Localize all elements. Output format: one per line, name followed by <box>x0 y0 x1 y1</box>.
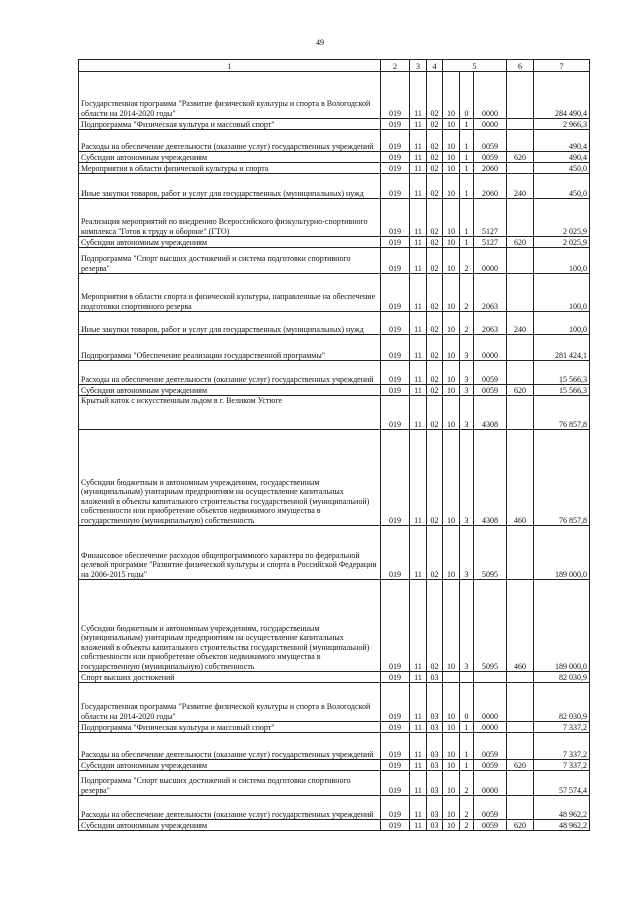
cell-amount: 490,4 <box>534 152 590 163</box>
cell-razdel: 11 <box>410 526 427 580</box>
row-name: Субсидии автономным учреждениям <box>79 820 381 831</box>
cell-csr-program: 10 <box>443 152 460 163</box>
cell-csr-program: 10 <box>443 683 460 722</box>
cell-csr-subprogram: 1 <box>460 163 474 174</box>
cell-csr-program: 10 <box>443 248 460 274</box>
cell-csr-direction: 0000 <box>474 119 507 130</box>
cell-podrazdel: 02 <box>427 526 443 580</box>
cell-csr-direction: 0059 <box>474 796 507 820</box>
cell-razdel: 11 <box>410 722 427 733</box>
row-name: Иные закупки товаров, работ и услуг для государственных (муниципальных) нужд <box>79 312 381 335</box>
cell-csr-subprogram: 3 <box>460 385 474 396</box>
table-row <box>79 430 590 526</box>
cell-grbs: 019 <box>381 274 410 312</box>
cell-razdel: 11 <box>410 163 427 174</box>
row-name: Реализация мероприятий по внедрению Всероссийского физкультурно-спортивного комплекса "Готов к труду и обороне" (ГТО) <box>79 199 381 237</box>
cell-podrazdel: 03 <box>427 760 443 771</box>
row-name: Государственная программа "Развитие физической культуры и спорта в Вологодской области на 2014-2020 годы" <box>79 72 381 119</box>
cell-amount: 490,4 <box>534 130 590 152</box>
row-name: Мероприятия в области спорта и физической культуры, направленные на обеспечение подготовки спортивного резерва <box>79 274 381 312</box>
cell-podrazdel: 02 <box>427 335 443 361</box>
cell-podrazdel: 02 <box>427 248 443 274</box>
table-row <box>79 580 590 672</box>
cell-podrazdel: 03 <box>427 796 443 820</box>
cell-amount: 100,0 <box>534 312 590 335</box>
cell-razdel: 11 <box>410 796 427 820</box>
col-header-2: 2 <box>381 60 410 72</box>
cell-csr-program <box>443 672 460 683</box>
cell-podrazdel: 02 <box>427 385 443 396</box>
cell-csr-program: 10 <box>443 237 460 248</box>
cell-vr <box>507 771 534 796</box>
cell-vr <box>507 733 534 760</box>
row-name: Подпрограмма "Физическая культура и массовый спорт" <box>79 722 381 733</box>
cell-amount: 2 966,3 <box>534 119 590 130</box>
col-header-3: 3 <box>410 60 427 72</box>
cell-razdel: 11 <box>410 385 427 396</box>
cell-grbs: 019 <box>381 760 410 771</box>
col-header-6: 6 <box>507 60 534 72</box>
cell-podrazdel: 02 <box>427 130 443 152</box>
row-name: Спорт высших достижений <box>79 672 381 683</box>
cell-razdel: 11 <box>410 771 427 796</box>
row-name: Подпрограмма "Обеспечение реализации государственной программы" <box>79 335 381 361</box>
cell-csr-direction: 0059 <box>474 361 507 385</box>
cell-vr <box>507 722 534 733</box>
cell-razdel: 11 <box>410 274 427 312</box>
cell-podrazdel: 02 <box>427 396 443 430</box>
cell-vr <box>507 72 534 119</box>
row-name: Расходы на обеспечение деятельности (оказание услуг) государственных учреждений <box>79 130 381 152</box>
cell-podrazdel: 02 <box>427 430 443 526</box>
table-row <box>79 771 590 796</box>
cell-grbs: 019 <box>381 72 410 119</box>
cell-amount: 48 962,2 <box>534 796 590 820</box>
table-row <box>79 526 590 580</box>
cell-grbs: 019 <box>381 672 410 683</box>
table-row <box>79 820 590 831</box>
cell-csr-subprogram: 1 <box>460 760 474 771</box>
cell-csr-subprogram: 1 <box>460 152 474 163</box>
cell-razdel: 11 <box>410 430 427 526</box>
row-name: Подпрограмма "Физическая культура и массовый спорт" <box>79 119 381 130</box>
cell-grbs: 019 <box>381 733 410 760</box>
cell-grbs: 019 <box>381 526 410 580</box>
cell-csr-subprogram: 1 <box>460 237 474 248</box>
row-name: Подпрограмма "Спорт высших достижений и система подготовки спортивного резерва" <box>79 248 381 274</box>
cell-amount: 7 337,2 <box>534 722 590 733</box>
cell-csr-direction: 0000 <box>474 771 507 796</box>
cell-csr-subprogram: 2 <box>460 312 474 335</box>
cell-amount: 15 566,3 <box>534 385 590 396</box>
cell-grbs: 019 <box>381 580 410 672</box>
cell-grbs: 019 <box>381 683 410 722</box>
table-row <box>79 335 590 361</box>
col-header-7: 7 <box>534 60 590 72</box>
cell-razdel: 11 <box>410 199 427 237</box>
cell-podrazdel: 02 <box>427 580 443 672</box>
cell-csr-program: 10 <box>443 396 460 430</box>
table-row <box>79 163 590 174</box>
cell-razdel: 11 <box>410 335 427 361</box>
table-row <box>79 396 590 430</box>
table-row <box>79 683 590 722</box>
cell-amount: 100,0 <box>534 274 590 312</box>
budget-table <box>78 59 590 831</box>
cell-podrazdel: 03 <box>427 683 443 722</box>
cell-csr-subprogram: 3 <box>460 361 474 385</box>
cell-podrazdel: 03 <box>427 733 443 760</box>
table-row <box>79 733 590 760</box>
cell-csr-direction: 0000 <box>474 248 507 274</box>
cell-vr: 620 <box>507 820 534 831</box>
cell-podrazdel: 02 <box>427 274 443 312</box>
table-row <box>79 672 590 683</box>
cell-podrazdel: 02 <box>427 174 443 199</box>
cell-amount: 100,0 <box>534 248 590 274</box>
cell-csr-program: 10 <box>443 760 460 771</box>
cell-csr-program: 10 <box>443 72 460 119</box>
row-name: Расходы на обеспечение деятельности (оказание услуг) государственных учреждений <box>79 361 381 385</box>
table-row <box>79 199 590 237</box>
table-row <box>79 385 590 396</box>
table-row <box>79 72 590 119</box>
cell-csr-direction <box>474 672 507 683</box>
cell-csr-subprogram: 2 <box>460 274 474 312</box>
row-name: Иные закупки товаров, работ и услуг для государственных (муниципальных) нужд <box>79 174 381 199</box>
table-row <box>79 130 590 152</box>
cell-csr-direction: 0059 <box>474 820 507 831</box>
cell-podrazdel: 02 <box>427 237 443 248</box>
row-name: Субсидии автономным учреждениям <box>79 237 381 248</box>
cell-vr <box>507 361 534 385</box>
cell-csr-subprogram <box>460 672 474 683</box>
cell-vr: 620 <box>507 760 534 771</box>
cell-grbs: 019 <box>381 152 410 163</box>
cell-podrazdel: 02 <box>427 119 443 130</box>
cell-csr-subprogram: 1 <box>460 119 474 130</box>
cell-grbs: 019 <box>381 722 410 733</box>
cell-amount: 76 857,8 <box>534 430 590 526</box>
row-name: Подпрограмма "Спорт высших достижений и система подготовки спортивного резерва" <box>79 771 381 796</box>
cell-csr-program: 10 <box>443 335 460 361</box>
cell-csr-direction: 5095 <box>474 526 507 580</box>
cell-amount: 48 962,2 <box>534 820 590 831</box>
cell-csr-program: 10 <box>443 722 460 733</box>
row-name: Субсидии бюджетным и автономным учреждениям, государственным (муниципальным) унитарным предприятиям на осуществление капитальных вложений в объекты капитального строительства государственной (муниципальной) собственности или приобретение объектов недвижимого имущества в государственную (муниципальную) собственность <box>79 580 381 672</box>
col-header-4: 4 <box>427 60 443 72</box>
row-name: Субсидии автономным учреждениям <box>79 760 381 771</box>
cell-csr-subprogram: 3 <box>460 335 474 361</box>
cell-vr <box>507 274 534 312</box>
cell-csr-direction: 0000 <box>474 72 507 119</box>
cell-amount: 7 337,2 <box>534 733 590 760</box>
cell-grbs: 019 <box>381 174 410 199</box>
cell-csr-program: 10 <box>443 119 460 130</box>
cell-razdel: 11 <box>410 152 427 163</box>
cell-csr-direction: 0059 <box>474 152 507 163</box>
cell-vr <box>507 199 534 237</box>
row-name: Мероприятия в области физической культуры и спорта <box>79 163 381 174</box>
cell-csr-direction: 0000 <box>474 335 507 361</box>
cell-grbs: 019 <box>381 820 410 831</box>
cell-amount: 15 566,3 <box>534 361 590 385</box>
cell-razdel: 11 <box>410 396 427 430</box>
row-name: Крытый каток с искусственным льдом в г. Великом Устюге <box>79 396 381 430</box>
cell-csr-direction: 5127 <box>474 199 507 237</box>
cell-razdel: 11 <box>410 130 427 152</box>
cell-razdel: 11 <box>410 119 427 130</box>
cell-vr: 460 <box>507 580 534 672</box>
cell-podrazdel: 02 <box>427 72 443 119</box>
cell-csr-program: 10 <box>443 361 460 385</box>
cell-vr: 240 <box>507 174 534 199</box>
cell-vr: 620 <box>507 237 534 248</box>
cell-razdel: 11 <box>410 174 427 199</box>
cell-podrazdel: 02 <box>427 312 443 335</box>
cell-csr-program: 10 <box>443 733 460 760</box>
cell-csr-subprogram: 2 <box>460 248 474 274</box>
cell-csr-subprogram: 0 <box>460 683 474 722</box>
cell-vr <box>507 163 534 174</box>
cell-vr <box>507 396 534 430</box>
cell-vr: 460 <box>507 430 534 526</box>
cell-vr: 240 <box>507 312 534 335</box>
cell-csr-subprogram: 1 <box>460 199 474 237</box>
cell-csr-program: 10 <box>443 430 460 526</box>
cell-vr: 620 <box>507 385 534 396</box>
cell-razdel: 11 <box>410 672 427 683</box>
cell-razdel: 11 <box>410 72 427 119</box>
table-row <box>79 152 590 163</box>
cell-csr-subprogram: 1 <box>460 130 474 152</box>
cell-grbs: 019 <box>381 396 410 430</box>
cell-amount: 57 574,4 <box>534 771 590 796</box>
table-row <box>79 248 590 274</box>
cell-csr-subprogram: 2 <box>460 771 474 796</box>
cell-csr-subprogram: 0 <box>460 72 474 119</box>
cell-csr-subprogram: 3 <box>460 430 474 526</box>
cell-csr-direction: 0059 <box>474 385 507 396</box>
cell-csr-direction: 2063 <box>474 312 507 335</box>
row-name: Государственная программа "Развитие физической культуры и спорта в Вологодской области на 2014-2020 годы" <box>79 683 381 722</box>
cell-amount: 281 424,1 <box>534 335 590 361</box>
cell-grbs: 019 <box>381 771 410 796</box>
cell-csr-direction: 5127 <box>474 237 507 248</box>
cell-grbs: 019 <box>381 119 410 130</box>
cell-vr <box>507 335 534 361</box>
cell-vr <box>507 248 534 274</box>
table-row <box>79 361 590 385</box>
cell-csr-subprogram: 2 <box>460 820 474 831</box>
cell-amount: 450,0 <box>534 163 590 174</box>
cell-razdel: 11 <box>410 237 427 248</box>
cell-amount: 7 337,2 <box>534 760 590 771</box>
table-row <box>79 274 590 312</box>
row-name: Субсидии автономным учреждениям <box>79 385 381 396</box>
cell-vr <box>507 796 534 820</box>
cell-amount: 82 030,9 <box>534 683 590 722</box>
cell-csr-program: 10 <box>443 820 460 831</box>
cell-csr-direction: 5095 <box>474 580 507 672</box>
cell-razdel: 11 <box>410 733 427 760</box>
cell-amount: 2 025,9 <box>534 237 590 248</box>
cell-grbs: 019 <box>381 199 410 237</box>
cell-grbs: 019 <box>381 796 410 820</box>
table-row <box>79 796 590 820</box>
cell-vr <box>507 526 534 580</box>
cell-podrazdel: 02 <box>427 152 443 163</box>
cell-csr-direction: 0000 <box>474 722 507 733</box>
cell-csr-program: 10 <box>443 274 460 312</box>
cell-podrazdel: 02 <box>427 163 443 174</box>
cell-vr <box>507 672 534 683</box>
cell-razdel: 11 <box>410 361 427 385</box>
cell-csr-program: 10 <box>443 771 460 796</box>
cell-podrazdel: 03 <box>427 672 443 683</box>
cell-vr: 620 <box>507 152 534 163</box>
cell-razdel: 11 <box>410 820 427 831</box>
cell-csr-subprogram: 3 <box>460 396 474 430</box>
cell-grbs: 019 <box>381 130 410 152</box>
cell-amount: 82 030,9 <box>534 672 590 683</box>
cell-podrazdel: 03 <box>427 771 443 796</box>
row-name: Субсидии бюджетным и автономным учреждениям, государственным (муниципальным) унитарным предприятиям на осуществление капитальных вложений в объекты капитального строительства государственной (муниципальной) собственности или приобретение объектов недвижимого имущества в государственную (муниципальную) собственность <box>79 430 381 526</box>
cell-razdel: 11 <box>410 683 427 722</box>
cell-csr-program: 10 <box>443 130 460 152</box>
cell-csr-subprogram: 1 <box>460 733 474 760</box>
cell-csr-direction: 0000 <box>474 683 507 722</box>
cell-grbs: 019 <box>381 237 410 248</box>
cell-csr-program: 10 <box>443 163 460 174</box>
cell-csr-subprogram: 1 <box>460 174 474 199</box>
cell-grbs: 019 <box>381 163 410 174</box>
col-header-1: 1 <box>79 60 381 72</box>
table-row <box>79 312 590 335</box>
cell-razdel: 11 <box>410 248 427 274</box>
cell-razdel: 11 <box>410 312 427 335</box>
cell-csr-program: 10 <box>443 312 460 335</box>
cell-razdel: 11 <box>410 580 427 672</box>
cell-grbs: 019 <box>381 312 410 335</box>
row-name: Расходы на обеспечение деятельности (оказание услуг) государственных учреждений <box>79 796 381 820</box>
cell-csr-subprogram: 1 <box>460 722 474 733</box>
row-name: Расходы на обеспечение деятельности (оказание услуг) государственных учреждений <box>79 733 381 760</box>
table-header-row <box>79 60 590 72</box>
col-header-5: 5 <box>443 60 507 72</box>
cell-podrazdel: 03 <box>427 820 443 831</box>
cell-vr <box>507 119 534 130</box>
cell-podrazdel: 02 <box>427 199 443 237</box>
table-row <box>79 237 590 248</box>
cell-podrazdel: 02 <box>427 361 443 385</box>
row-name: Финансовое обеспечение расходов общепрограммного характера по федеральной целевой программе "Развитие физической культуры и спорта в Российской Федерации на 2006-2015 годы" <box>79 526 381 580</box>
cell-csr-direction: 2063 <box>474 274 507 312</box>
cell-razdel: 11 <box>410 760 427 771</box>
cell-csr-direction: 0059 <box>474 760 507 771</box>
cell-amount: 189 000,0 <box>534 580 590 672</box>
cell-csr-direction: 4308 <box>474 430 507 526</box>
page-number: 49 <box>316 38 324 47</box>
cell-csr-program: 10 <box>443 385 460 396</box>
cell-grbs: 019 <box>381 385 410 396</box>
cell-csr-direction: 2060 <box>474 174 507 199</box>
cell-podrazdel: 03 <box>427 722 443 733</box>
cell-csr-direction: 2060 <box>474 163 507 174</box>
table-row <box>79 722 590 733</box>
cell-amount: 76 857,8 <box>534 396 590 430</box>
cell-csr-program: 10 <box>443 174 460 199</box>
cell-amount: 2 025,9 <box>534 199 590 237</box>
cell-vr <box>507 130 534 152</box>
cell-amount: 189 000,0 <box>534 526 590 580</box>
cell-csr-program: 10 <box>443 199 460 237</box>
cell-grbs: 019 <box>381 335 410 361</box>
table-row <box>79 760 590 771</box>
cell-csr-program: 10 <box>443 580 460 672</box>
cell-csr-subprogram: 2 <box>460 796 474 820</box>
cell-vr <box>507 683 534 722</box>
cell-grbs: 019 <box>381 430 410 526</box>
cell-csr-direction: 4308 <box>474 396 507 430</box>
cell-csr-subprogram: 3 <box>460 580 474 672</box>
cell-csr-program: 10 <box>443 526 460 580</box>
cell-csr-subprogram: 3 <box>460 526 474 580</box>
cell-csr-program: 10 <box>443 796 460 820</box>
cell-grbs: 019 <box>381 361 410 385</box>
cell-amount: 284 490,4 <box>534 72 590 119</box>
cell-csr-direction: 0059 <box>474 130 507 152</box>
cell-amount: 450,0 <box>534 174 590 199</box>
cell-csr-direction: 0059 <box>474 733 507 760</box>
cell-grbs: 019 <box>381 248 410 274</box>
table-row <box>79 174 590 199</box>
table-row <box>79 119 590 130</box>
row-name: Субсидии автономным учреждениям <box>79 152 381 163</box>
